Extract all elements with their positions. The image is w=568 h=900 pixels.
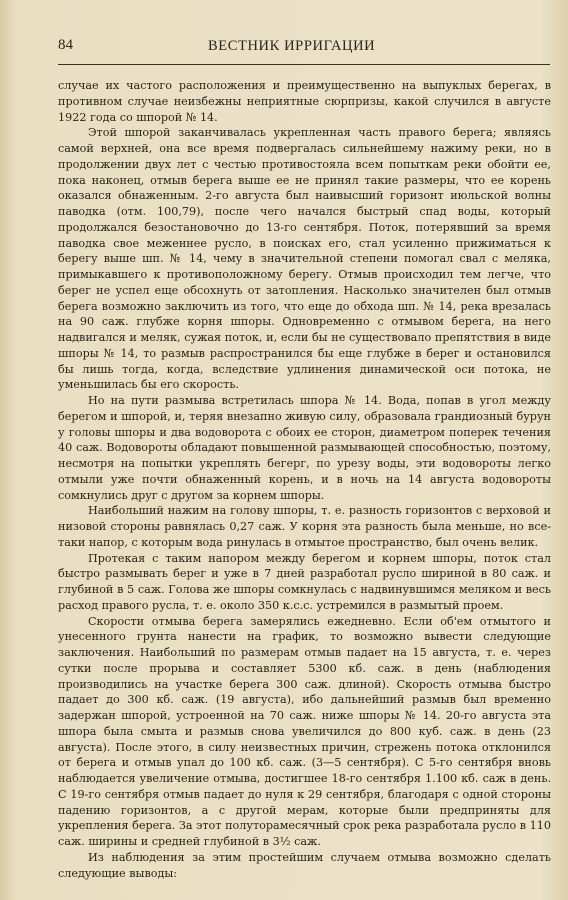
header-rule: [58, 64, 550, 65]
paragraph-erosion-rates: Скорости отмыва берега замерялись ежедневно. Если об'ем отмытого и унесенного грунта нанести на график, то возможно вывести следующие заключения. Наибольший по размерам отмыв падает на 15 августа, т. е. через сутки после прорыва и составляет 5300 кб. саж. в день (наблюдения производились на участке берега 300 саж. длиной). Скорость отмыва быстро падает до 300 кб. саж. (19 августа), ибо дальнейший размыв был временно задержан шпорой, устроенной на 70 саж. ниже шпоры № 14. 20-го августа эта шпора была смыта и размыв снова увеличился до 800 куб. саж. в день (23 августа). После этого, в силу неизвестных причин, стрежень потока отклонился от берега и отмыв упал до 100 кб. саж. (3—5 сентября). С 5-го сентября вновь наблюдается увеличение отмыва, достигшее 18-го сентября 1.100 кб. саж в день. С 19-го сентября отмыв падает до нуля к 29 сентября, благодаря с одной стороны падению горизонтов, а с другой мерам, которые были предприняты для укрепления берега. За этот полуторамесячный срок река разработала русло в 110 саж. ширины и средней глубиной в 3½ саж.: [58, 614, 551, 848]
paragraph-whirlpools: Но на пути размыва встретилась шпора № 14. Вода, попав в угол между берегом и шпорой, и, теряя внезапно живую силу, образовала грандиозный бурун у головы шпоры и два водоворота с обоих ее сторон, диаметром поперек течения 40 саж. Водовороты обладают повышенной размывающей способностью, поэтому, несмотря на попытки укреплять бегерг, по урезу воды, эти водовороты легко отмыли уже почти обнаженный корень, и в ночь на 14 августа водовороты сомкнулись друг с другом за корнем шпоры.: [58, 394, 551, 502]
paragraph-channel-erosion: Протекая с таким напором между берегом и корнем шпоры, поток стал быстро размывать берег и уже в 7 дней разработал русло шириной в 80 саж. и глубиной в 5 саж. Голова же шпоры сомкнулась с надвинувшимся меляком и весь расход правого русла, т. е. около 350 к.с.с. устремился в размытый проем.: [58, 551, 551, 612]
paragraph-continuation: случае их частого расположения и преимущественно на выпуклых берегах, в противном случае неизбежны неприятные сюрпризы, какой случился в августе 1922 года со шпорой № 14.: [58, 79, 551, 124]
paragraph-conclusions-intro: Из наблюдения за этим простейшим случаем отмыва возможно сделать следующие выводы:: [58, 850, 551, 880]
paragraph-spur-14: Этой шпорой заканчивалась укрепленная часть правого берега; являясь самой верхней, она все время подвергалась сильнейшему нажиму реки, но в продолжении двух лет с честью противостояла всем попыткам реки обойти ее, пока наконец, отмыв берега выше ее не принял такие размеры, что ее корень оказался обнаженным. 2-го августа был наивысший горизонт июльской волны паводка (отм. 100,79), после чего начался быстрый спад воды, который продолжался безостановочно до 13-го сентября. Поток, потерявший за время паводка свое меженнее русло, в поисках его, стал усиленно прижиматься к берегу выше шп. № 14, чему в значительной степени помогал свал с меляка, примыкавшего к противоположному берегу. Отмыв происходил тем легче, что берег не успел еще обсохнуть от затопления. Насколько значителен был отмыв берега возможно заключить из того, что еще до обхода шп. № 14, река врезалась на 90 саж. глубже корня шпоры. Одновременно с отмывом берега, на него надвигался и меляк, сужая поток, и, если бы не существовало препятствия в виде шпоры № 14, то размыв распространился бы еще глубже в берег и остановился бы лишь тогда, когда, вследствие удлинения динамической оси потока, не уменьшилась бы его скорость.: [58, 126, 551, 392]
article-body: [58, 78, 551, 881]
page-number: 84: [58, 37, 73, 53]
page-header: [58, 37, 550, 61]
journal-title: ВЕСТНИК ИРРИГАЦИИ: [208, 38, 376, 54]
paragraph-pressure: Наибольший нажим на голову шпоры, т. е. разность горизонтов с верховой и низовой стороны равнялась 0,27 саж. У корня эта разность была меньше, но все-таки напор, с которым вода ринулась в отмытое пространство, был очень велик.: [58, 504, 551, 549]
